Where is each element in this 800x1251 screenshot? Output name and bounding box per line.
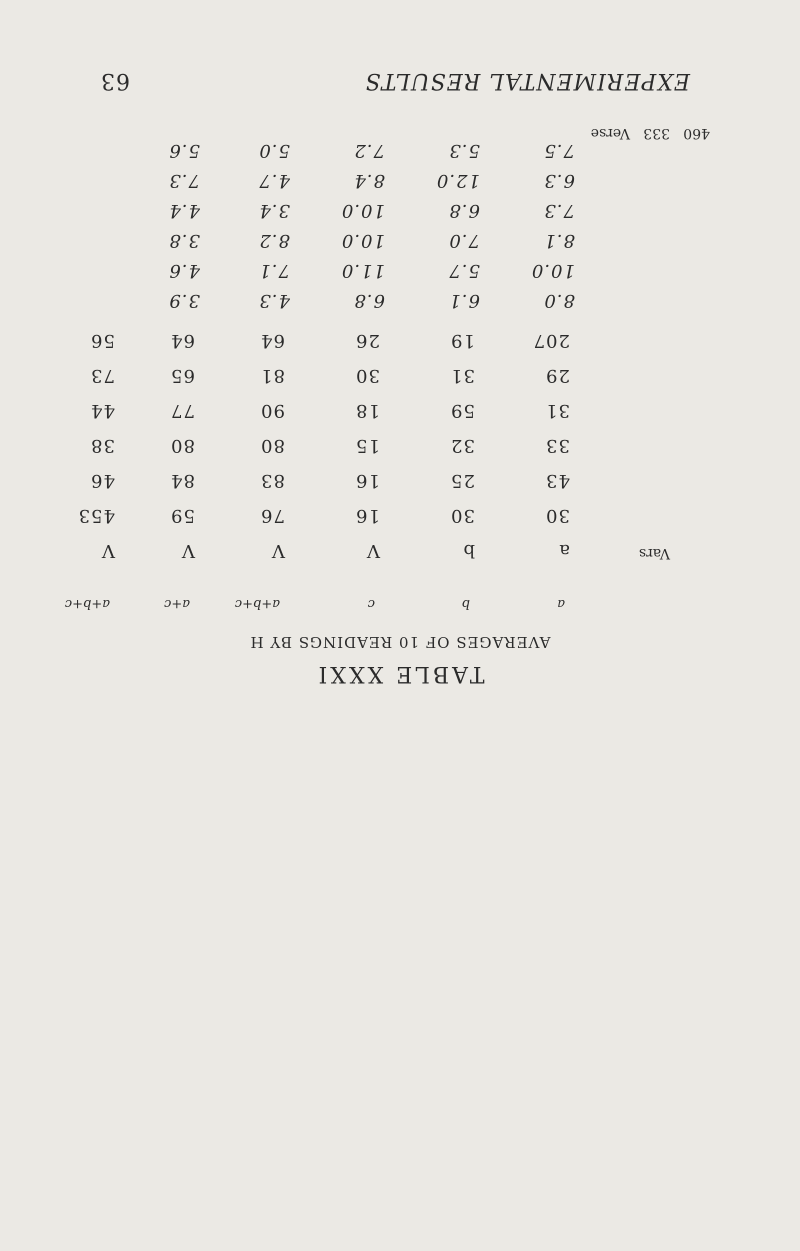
table-cell: 16	[355, 505, 380, 526]
column-header: a	[557, 596, 565, 611]
column-header: b	[461, 596, 470, 611]
table-cell: 7.5	[543, 140, 575, 161]
table-cell: 30	[355, 365, 380, 386]
table-cell: 25	[450, 470, 475, 491]
table-caption: AVERAGES OF 10 READINGS BY H	[249, 633, 551, 651]
table-cell: 64	[260, 330, 285, 351]
side-label: Verse	[590, 125, 630, 141]
table-cell: 10.0	[340, 200, 385, 221]
table-cell: 38	[90, 435, 115, 456]
table-cell: 5.7	[448, 260, 480, 281]
table-cell: 29	[545, 365, 570, 386]
table-cell: 59	[170, 505, 195, 526]
side-label: 460	[683, 125, 710, 141]
table-cell: 31	[450, 365, 475, 386]
table-cell: 4.4	[168, 200, 200, 221]
table-cell: V	[271, 540, 285, 561]
table-cell: 31	[545, 400, 570, 421]
table-cell: 80	[170, 435, 195, 456]
table-cell: 3.4	[258, 200, 290, 221]
table-cell: b	[462, 540, 475, 561]
table-cell: 5.0	[258, 140, 290, 161]
table-cell: 4.7	[258, 170, 290, 191]
table-cell: 80	[260, 435, 285, 456]
table-cell: 44	[90, 400, 115, 421]
table-cell: 3.8	[168, 230, 200, 251]
table-cell: 26	[355, 330, 380, 351]
table-cell: 64	[170, 330, 195, 351]
table-cell: 18	[355, 400, 380, 421]
table-cell: 76	[260, 505, 285, 526]
side-label: 333	[643, 125, 670, 141]
column-header: a+c	[164, 596, 190, 611]
table-cell: 7.0	[448, 230, 480, 251]
table-cell: 6.8	[448, 200, 480, 221]
table-cell: 19	[450, 330, 475, 351]
table-cell: a	[558, 540, 570, 561]
table-cell: 207	[532, 330, 570, 351]
table-cell: 32	[450, 435, 475, 456]
table-cell: 77	[170, 400, 195, 421]
table-cell: 4.6	[168, 260, 200, 281]
table-cell: V	[101, 540, 115, 561]
table-cell: 6.8	[353, 290, 385, 311]
table-cell: 12.0	[435, 170, 480, 191]
table-cell: 30	[450, 505, 475, 526]
row-label: Vars	[638, 545, 670, 561]
table-cell: 30	[545, 505, 570, 526]
table-cell: 8.0	[543, 290, 575, 311]
table-cell: 33	[545, 435, 570, 456]
table-cell: 11.0	[340, 260, 385, 281]
table-cell: 15	[355, 435, 380, 456]
table-cell: 90	[260, 400, 285, 421]
table-cell: 43	[545, 470, 570, 491]
table-cell: 56	[90, 330, 115, 351]
table-cell: 65	[170, 365, 195, 386]
table-cell: V	[366, 540, 380, 561]
table-cell: 81	[260, 365, 285, 386]
table-cell: 10.0	[340, 230, 385, 251]
table-cell: 8.2	[258, 230, 290, 251]
table-cell: 7.2	[353, 140, 385, 161]
table-cell: 8.4	[353, 170, 385, 191]
running-title: EXPERIMENTAL RESULTS	[364, 68, 690, 93]
table-cell: 3.9	[168, 290, 200, 311]
table-cell: 10.0	[530, 260, 575, 281]
table-cell: 5.6	[168, 140, 200, 161]
table-cell: 59	[450, 400, 475, 421]
table-cell: 6.3	[543, 170, 575, 191]
table-cell: 73	[90, 365, 115, 386]
table-cell: 7.3	[168, 170, 200, 191]
column-header: a+b+c	[234, 596, 280, 611]
table-cell: 83	[260, 470, 285, 491]
column-header: c	[367, 596, 375, 611]
table-cell: 46	[90, 470, 115, 491]
table-title: TABLE XXXI	[315, 661, 485, 686]
table-cell: 6.1	[448, 290, 480, 311]
table-cell: 16	[355, 470, 380, 491]
table-cell: 7.1	[258, 260, 290, 281]
table-cell: 8.1	[543, 230, 575, 251]
table-cell: 84	[170, 470, 195, 491]
table-cell: 453	[77, 505, 115, 526]
table-cell: 5.3	[448, 140, 480, 161]
page-number: 63	[100, 68, 130, 93]
table-cell: V	[181, 540, 195, 561]
table-cell: 4.3	[258, 290, 290, 311]
table-cell: 7.3	[543, 200, 575, 221]
column-header: a+b+c	[64, 596, 110, 611]
